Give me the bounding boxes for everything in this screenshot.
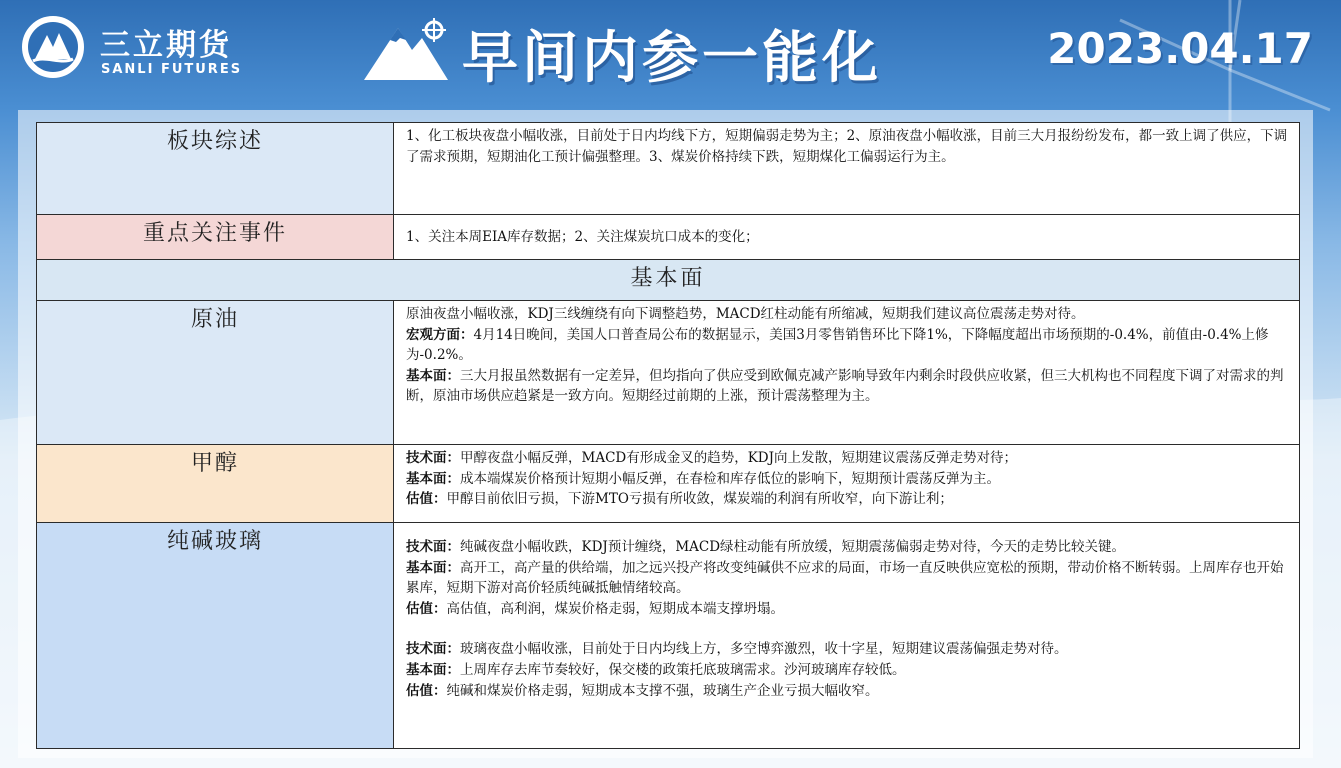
crude-p1: 原油夜盘小幅收涨，KDJ三线缠绕有向下调整趋势，MACD红柱动能有所缩减，短期我们建议高位震荡走势对待。 xyxy=(406,306,1085,322)
glass-g1-text: 玻璃夜盘小幅收涨，目前处于日内均线上方，多空博弈激烈，收十字星，短期建议震荡偏强走势对待。 xyxy=(460,641,1068,658)
soda-s2 xyxy=(406,558,1289,599)
methanol-p3-text: 甲醇目前依旧亏损，下游MTO亏损有所收敛，煤炭端的利润有所收窄，向下游让利； xyxy=(446,491,953,508)
soda-s3 xyxy=(406,599,1289,620)
label-methanol: 甲醇 xyxy=(37,445,394,523)
glass-g2 xyxy=(406,660,1289,681)
soda-s1 xyxy=(406,537,1289,558)
label-soda-glass: 纯碱玻璃 xyxy=(37,523,394,749)
methanol-p1 xyxy=(406,448,1289,469)
crude-p2 xyxy=(406,325,1289,366)
methanol-p2-label: 基本面： xyxy=(406,470,460,487)
row-fundamentals-header xyxy=(37,260,1300,301)
soda-s2-label: 基本面： xyxy=(406,559,460,576)
row-crude xyxy=(37,301,1300,445)
paragraph-gap xyxy=(406,619,1289,639)
crude-p2-label: 宏观方面： xyxy=(406,326,474,343)
content-methanol xyxy=(394,445,1300,523)
label-summary: 板块综述 xyxy=(37,123,394,215)
row-events xyxy=(37,215,1300,260)
methanol-p1-text: 甲醇夜盘小幅反弹，MACD有形成金叉的趋势，KDJ向上发散，短期建议震荡反弹走势对待； xyxy=(460,450,1018,466)
methanol-p3 xyxy=(406,489,1289,510)
section-fundamentals: 基本面 xyxy=(37,260,1300,301)
glass-g2-label: 基本面： xyxy=(406,661,460,678)
crude-p3-label: 基本面： xyxy=(406,367,460,384)
crude-p2-text: 4月14日晚间，美国人口普查局公布的数据显示，美国3月零售销售环比下降1%，下降幅度超出市场预期的-0.4%，前值由-0.4%上修为-0.2%。 xyxy=(406,326,1269,364)
methanol-p3-label: 估值： xyxy=(406,491,447,508)
soda-s1-text: 纯碱夜盘小幅收跌，KDJ预计缠绕，MACD绿柱动能有所放缓，短期震荡偏弱走势对待，今天的走势比较关键。 xyxy=(460,539,1126,555)
content-crude xyxy=(394,301,1300,445)
content-soda-glass xyxy=(394,523,1300,749)
content-summary: 1、化工板块夜盘小幅收涨，目前处于日内均线下方，短期偏弱走势为主；2、原油夜盘小幅收涨，目前三大月报纷纷发布，都一致上调了供应，下调了需求预期，短期油化工预计偏强整理。3、煤炭价格持续下跌，短期煤化工偏弱运行为主。 xyxy=(394,123,1300,215)
mountain-icon xyxy=(360,18,452,84)
glass-g1-label: 技术面： xyxy=(406,641,460,658)
soda-s1-label: 技术面： xyxy=(406,539,460,555)
report-date: 2023.04.17 xyxy=(1047,24,1313,73)
glass-g2-text: 上周库存去库节奏较好，保交楼的政策托底玻璃需求。沙河玻璃库存较低。 xyxy=(460,661,906,678)
methanol-p2 xyxy=(406,469,1289,490)
page-title: 早间内参一能化 xyxy=(462,26,882,91)
methanol-p2-text: 成本端煤炭价格预计短期小幅反弹，在春检和库存低位的影响下，短期预计震荡反弹为主。 xyxy=(460,470,1000,487)
glass-g3-text: 纯碱和煤炭价格走弱，短期成本支撑不强，玻璃生产企业亏损大幅收窄。 xyxy=(446,682,879,699)
label-events: 重点关注事件 xyxy=(37,215,394,260)
sanli-logo-icon xyxy=(22,16,84,78)
brand-name-en: SANLI FUTURES xyxy=(101,62,243,77)
glass-g3 xyxy=(406,681,1289,702)
methanol-p1-label: 技术面： xyxy=(406,450,460,466)
crude-p3-text: 三大月报虽然数据有一定差异，但均指向了供应受到欧佩克减产影响导致年内剩余时段供应收紧，但三大机构也不同程度下调了对需求的判断，原油市场供应趋紧是一致方向。短期经过前期的上涨，预计震荡整理为主。 xyxy=(406,367,1284,405)
soda-s3-label: 估值： xyxy=(406,600,447,617)
brand-name-cn: 三立期货 xyxy=(100,28,232,63)
content-events: 1、关注本周EIA库存数据；2、关注煤炭坑口成本的变化； xyxy=(394,215,1300,260)
header xyxy=(0,0,1341,108)
soda-s3-text: 高估值，高利润，煤炭价格走弱，短期成本端支撑坍塌。 xyxy=(446,600,784,617)
row-summary xyxy=(37,123,1300,215)
report-table xyxy=(36,122,1300,749)
soda-s2-text: 高开工，高产量的供给端，加之远兴投产将改变纯碱供不应求的局面，市场一直反映供应宽松的预期，带动价格不断转弱。上周库存也开始累库，短期下游对高价轻质纯碱抵触情绪较高。 xyxy=(406,559,1284,597)
glass-g1 xyxy=(406,639,1289,660)
label-crude: 原油 xyxy=(37,301,394,445)
row-soda-glass xyxy=(37,523,1300,749)
crude-p3 xyxy=(406,366,1289,407)
row-methanol xyxy=(37,445,1300,523)
glass-g3-label: 估值： xyxy=(406,682,447,699)
